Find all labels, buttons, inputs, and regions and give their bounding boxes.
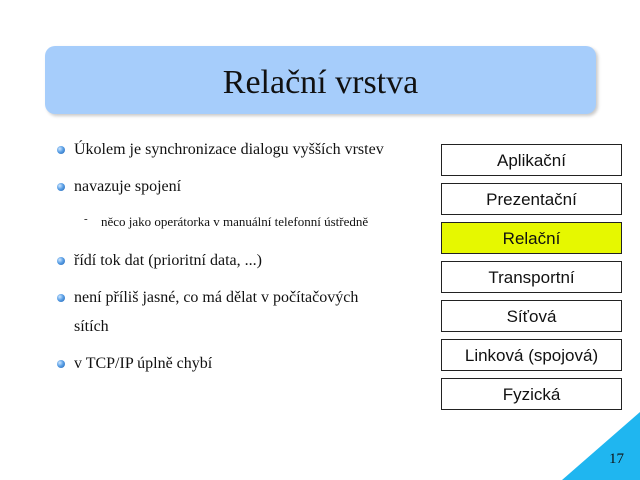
dash-marker: - xyxy=(84,213,88,225)
bullet-text: Úkolem je synchronizace dialogu vyšších vrstev xyxy=(74,141,384,158)
bullet-sphere-icon xyxy=(57,183,65,191)
layer-data-link: Linková (spojová) xyxy=(441,339,622,371)
sub-bullet-text: něco jako operátorka v manuální telefonní ústředně xyxy=(101,214,369,229)
bullet-sphere-icon xyxy=(57,360,65,368)
bullet-text: v TCP/IP úplně chybí xyxy=(74,355,213,372)
page-number: 17 xyxy=(609,451,624,467)
osi-layer-stack xyxy=(441,144,625,414)
bullet-sphere-icon xyxy=(57,146,65,154)
bullet-text: není příliš jasné, co má dělat v počítačových xyxy=(74,289,359,306)
bullet-text: sítích xyxy=(74,318,109,335)
layer-physical: Fyzická xyxy=(441,378,622,410)
bullet-text: řídí tok dat (prioritní data, ...) xyxy=(74,252,262,269)
layer-session: Relační xyxy=(441,222,622,254)
layer-transport: Transportní xyxy=(441,261,622,293)
slide-title: Relační vrstva xyxy=(222,64,419,101)
layer-application: Aplikační xyxy=(441,144,622,176)
bullet-text: navazuje spojení xyxy=(74,178,182,195)
layer-network: Síťová xyxy=(441,300,622,332)
bullet-sphere-icon xyxy=(57,257,65,265)
bullet-sphere-icon xyxy=(57,294,65,302)
layer-presentation: Prezentační xyxy=(441,183,622,215)
corner-accent-triangle xyxy=(562,412,640,480)
